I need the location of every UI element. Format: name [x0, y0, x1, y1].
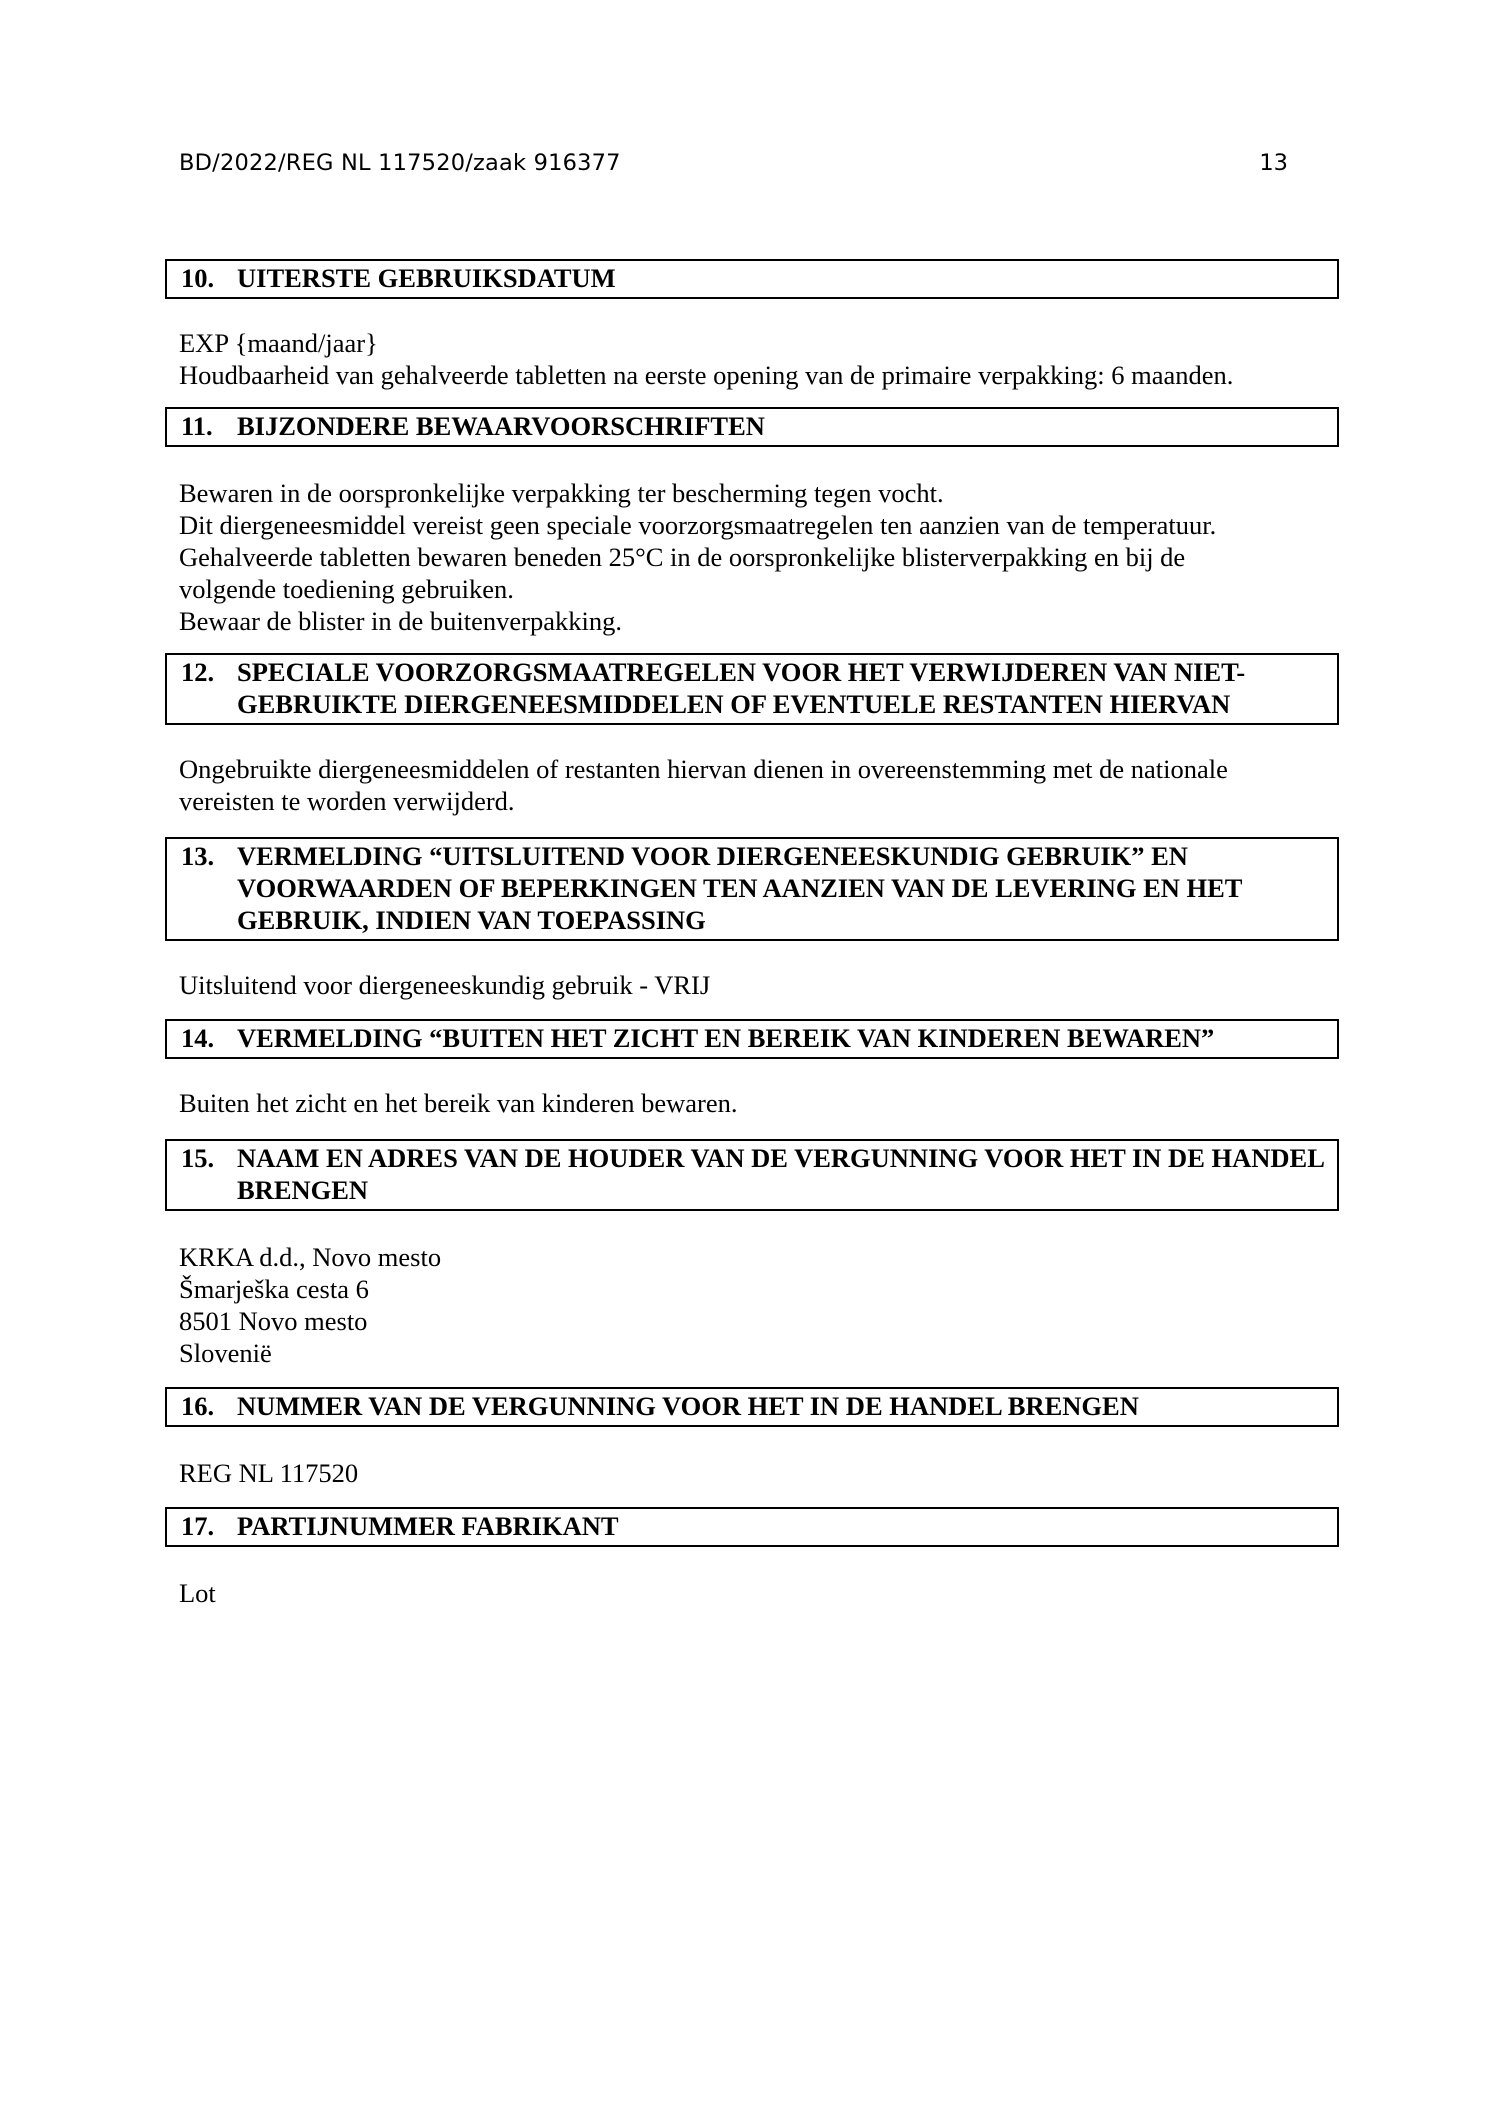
- body-line: Ongebruikte diergeneesmiddelen of restanten hiervan dienen in overeenstemming met de nationale vereisten te worden verwijderd.: [179, 754, 1228, 816]
- section-13: [165, 837, 1339, 1001]
- body-line: Bewaren in de oorspronkelijke verpakking ter bescherming tegen vocht.: [179, 478, 944, 508]
- section-title: PARTIJNUMMER FABRIKANT: [237, 1511, 619, 1541]
- section-body: [165, 969, 1339, 1001]
- section-number: 14.: [181, 1023, 215, 1053]
- section-body: [165, 327, 1339, 391]
- section-heading-box: [165, 1139, 1339, 1211]
- body-line: Buiten het zicht en het bereik van kinderen bewaren.: [179, 1088, 738, 1118]
- section-heading-box: [165, 407, 1339, 447]
- section-body: [165, 477, 1339, 637]
- body-line: EXP {maand/jaar}: [179, 328, 378, 358]
- section-heading-box: [165, 1019, 1339, 1059]
- section-12: [165, 653, 1339, 817]
- body-line: Šmarješka cesta 6: [179, 1274, 369, 1304]
- body-line: Dit diergeneesmiddel vereist geen speciale voorzorgsmaatregelen ten aanzien van de temperatuur.: [179, 510, 1217, 540]
- section-number: 10.: [181, 263, 215, 293]
- section-heading-box: [165, 653, 1339, 725]
- section-body: [165, 1577, 1339, 1609]
- document-body: [165, 259, 1339, 1609]
- body-line: Slovenië: [179, 1338, 272, 1368]
- section-title: VERMELDING “BUITEN HET ZICHT EN BEREIK VAN KINDEREN BEWAREN”: [237, 1023, 1215, 1053]
- section-body: [165, 1457, 1339, 1489]
- section-title: VERMELDING “UITSLUITEND VOOR DIERGENEESKUNDIG GEBRUIK” EN VOORWAARDEN OF BEPERKINGEN TEN AANZIEN VAN DE LEVERING EN HET GEBRUIK, INDIEN VAN TOEPASSING: [237, 841, 1242, 935]
- section-15: [165, 1139, 1339, 1369]
- section-heading-box: [165, 259, 1339, 299]
- section-title: NAAM EN ADRES VAN DE HOUDER VAN DE VERGUNNING VOOR HET IN DE HANDEL BRENGEN: [237, 1143, 1324, 1205]
- section-heading-box: [165, 837, 1339, 941]
- section-16: [165, 1387, 1339, 1489]
- body-line: Gehalveerde tabletten bewaren beneden 25°C in de oorspronkelijke blisterverpakking en bij de volgende toediening gebruiken.: [179, 542, 1186, 604]
- body-line: Lot: [179, 1578, 216, 1608]
- body-line: Uitsluitend voor diergeneeskundig gebruik - VRIJ: [179, 970, 711, 1000]
- page-number: 13: [1259, 150, 1288, 176]
- section-heading-box: [165, 1387, 1339, 1427]
- section-number: 15.: [181, 1143, 215, 1173]
- body-line: Houdbaarheid van gehalveerde tabletten na eerste opening van de primaire verpakking: 6 maanden.: [179, 360, 1234, 390]
- section-title: BIJZONDERE BEWAARVOORSCHRIFTEN: [237, 411, 765, 441]
- document-reference: BD/2022/REG NL 117520/zaak 916377: [179, 150, 621, 176]
- body-line: REG NL 117520: [179, 1458, 359, 1488]
- section-10: [165, 259, 1339, 391]
- section-number: 12.: [181, 657, 215, 687]
- section-17: [165, 1507, 1339, 1609]
- section-number: 13.: [181, 841, 215, 871]
- section-title: SPECIALE VOORZORGSMAATREGELEN VOOR HET VERWIJDEREN VAN NIET-GEBRUIKTE DIERGENEESMIDDELEN OF EVENTUELE RESTANTEN HIERVAN: [237, 657, 1246, 719]
- page-header: [179, 146, 1288, 180]
- section-body: [165, 1241, 1339, 1369]
- section-body: [165, 753, 1339, 817]
- section-number: 17.: [181, 1511, 215, 1541]
- section-number: 11.: [181, 411, 213, 441]
- section-11: [165, 407, 1339, 637]
- section-heading-box: [165, 1507, 1339, 1547]
- section-title: UITERSTE GEBRUIKSDATUM: [237, 263, 616, 293]
- section-body: [165, 1087, 1339, 1119]
- body-line: 8501 Novo mesto: [179, 1306, 368, 1336]
- section-number: 16.: [181, 1391, 215, 1421]
- body-line: Bewaar de blister in de buitenverpakking.: [179, 606, 622, 636]
- section-14: [165, 1019, 1339, 1119]
- section-title: NUMMER VAN DE VERGUNNING VOOR HET IN DE HANDEL BRENGEN: [237, 1391, 1139, 1421]
- body-line: KRKA d.d., Novo mesto: [179, 1242, 442, 1272]
